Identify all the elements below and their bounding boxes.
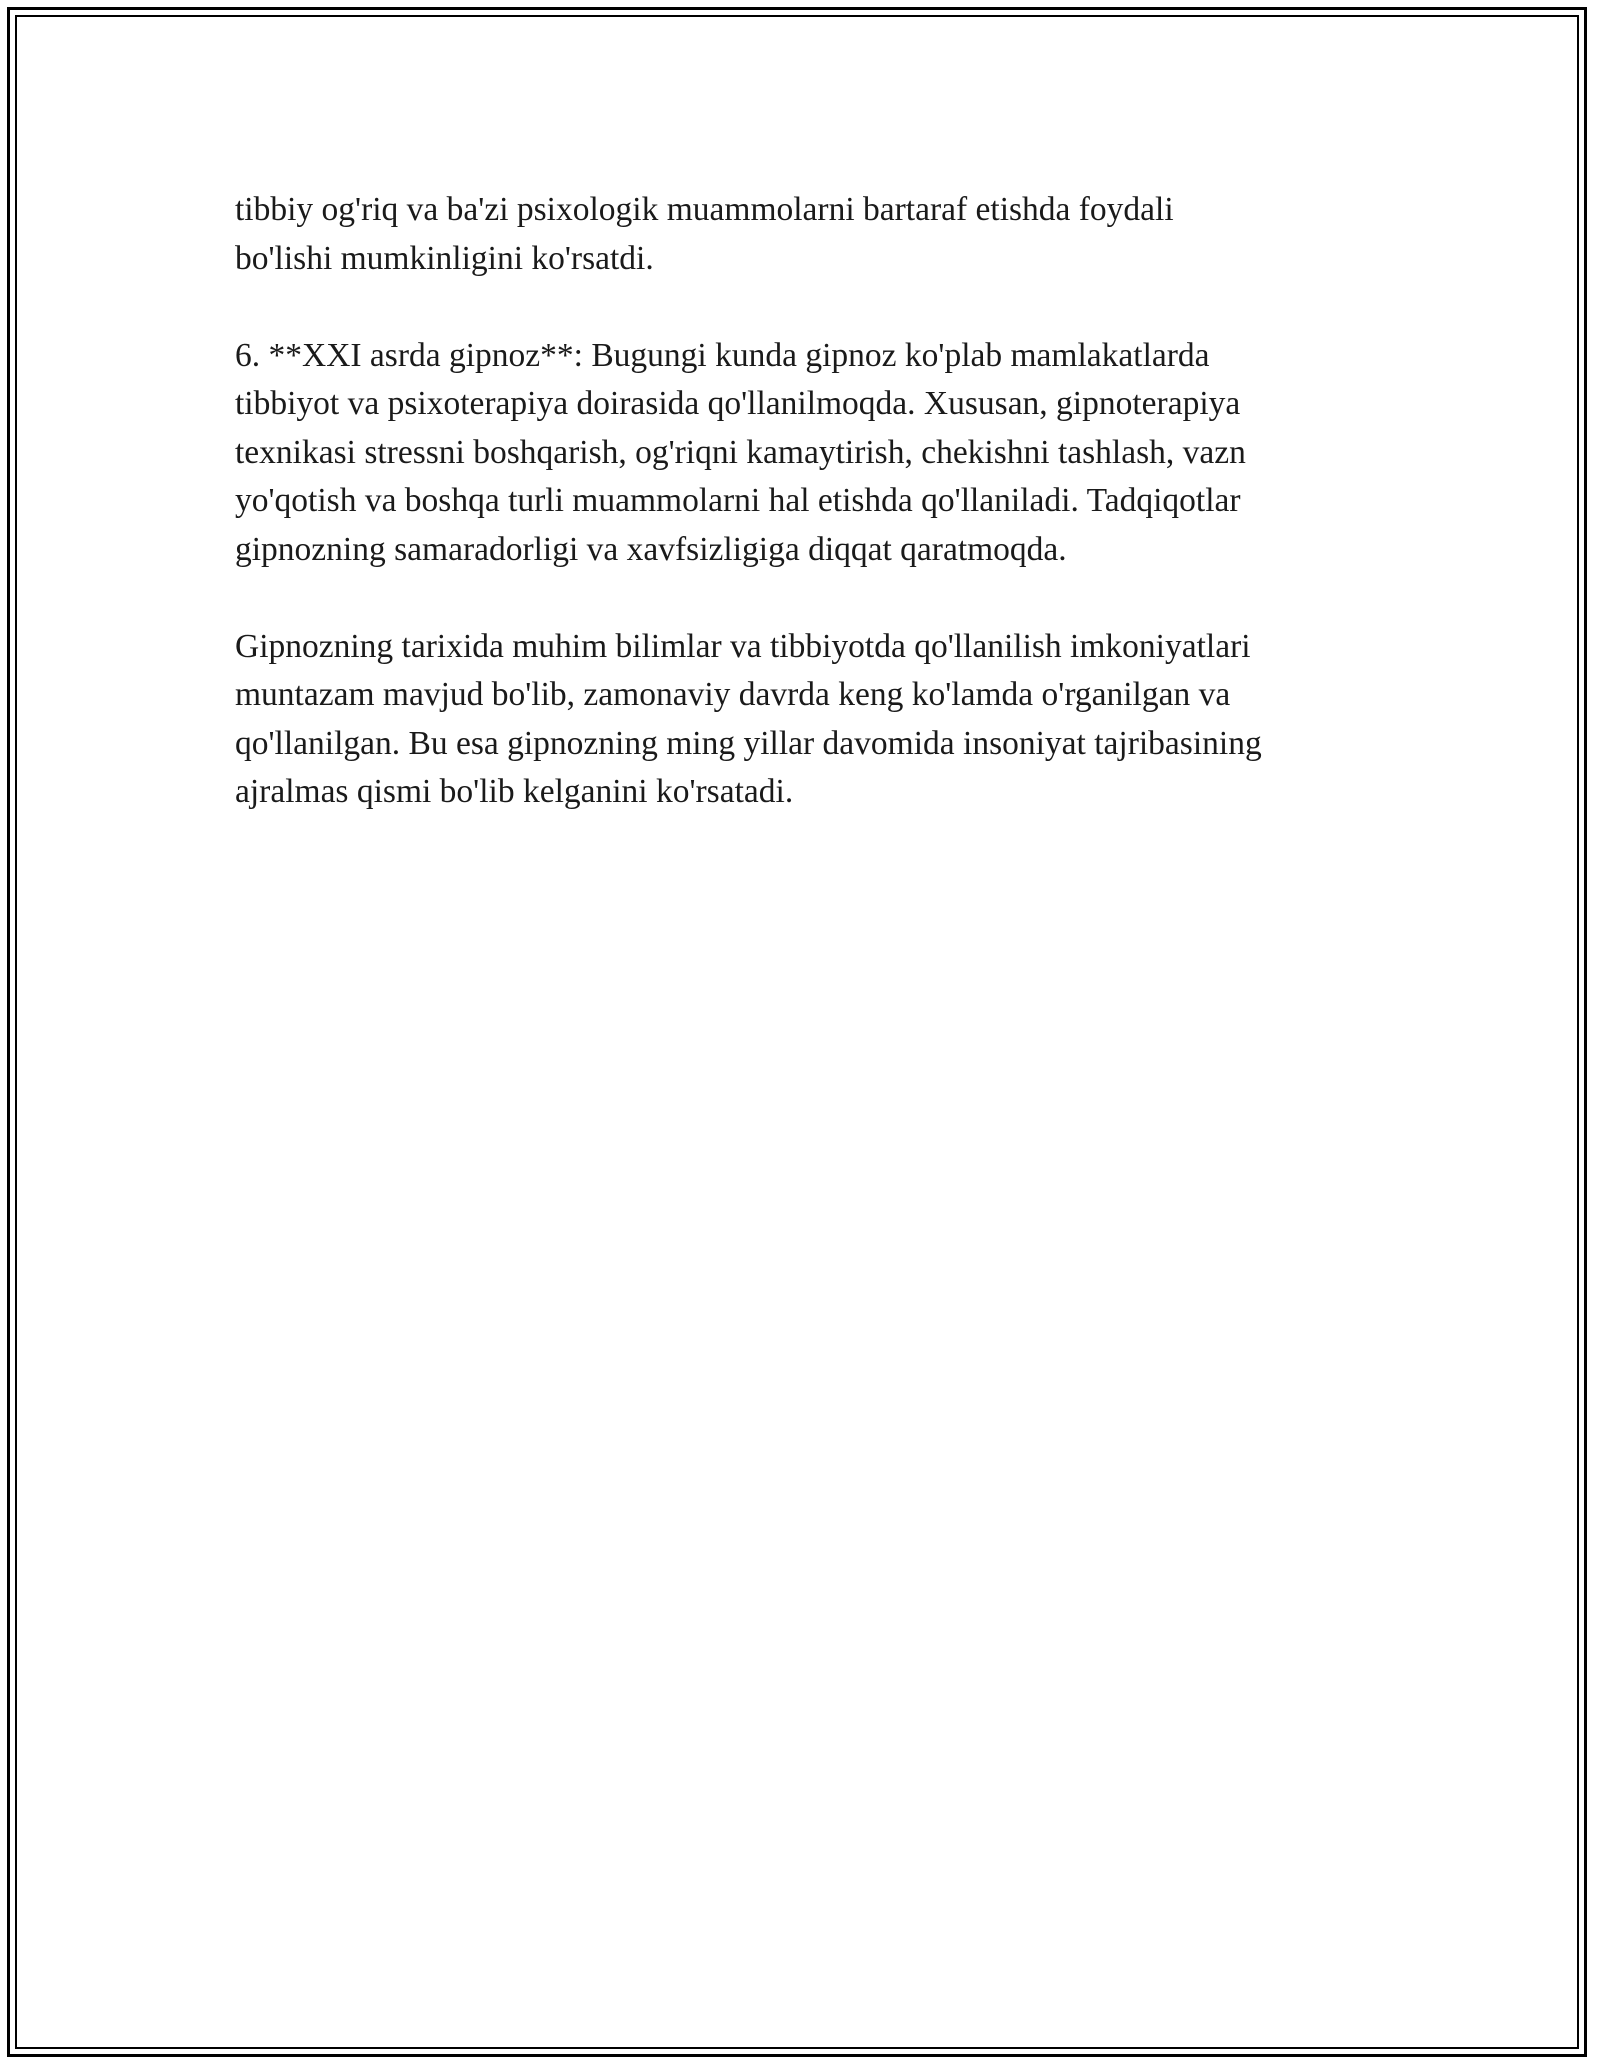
text-line: gipnozning samaradorligi va xavfsizligiga diqqat qaratmoqda. (235, 530, 1067, 568)
paragraph-continuation (235, 186, 1385, 283)
text-line: bo'lishi mumkinligini ko'rsatdi. (235, 239, 654, 277)
text-line: texnikasi stressni boshqarish, og'riqni kamaytirish, chekishni tashlash, vazn (235, 433, 1246, 471)
text-line: ajralmas qismi bo'lib kelganini ko'rsatadi. (235, 773, 794, 810)
text-line: tibbiyot va psixoterapiya doirasida qo'llanilmoqda. Xususan, gipnoterapiya (235, 385, 1241, 422)
text-line: 6. **XXI asrda gipnoz**: Bugungi kunda gipnoz ko'plab mamlakatlarda (235, 336, 1210, 374)
text-line: tibbiy og'riq va ba'zi psixologik muammolarni bartaraf etishda foydali (235, 191, 1174, 228)
document-body (235, 186, 1385, 865)
paragraph-conclusion (235, 623, 1385, 817)
text-line: yo'qotish va boshqa turli muammolarni hal etishda qo'llaniladi. Tadqiqotlar (235, 482, 1241, 519)
text-line: muntazam mavjud bo'lib, zamonaviy davrda keng ko'lamda o'rganilgan va (235, 676, 1231, 713)
text-line: Gipnozning tarixida muhim bilimlar va tibbiyotda qo'llanilish imkoniyatlari (235, 627, 1251, 665)
paragraph-xxi-century (235, 332, 1385, 575)
text-line: qo'llanilgan. Bu esa gipnozning ming yillar davomida insoniyat tajribasining (235, 724, 1262, 762)
